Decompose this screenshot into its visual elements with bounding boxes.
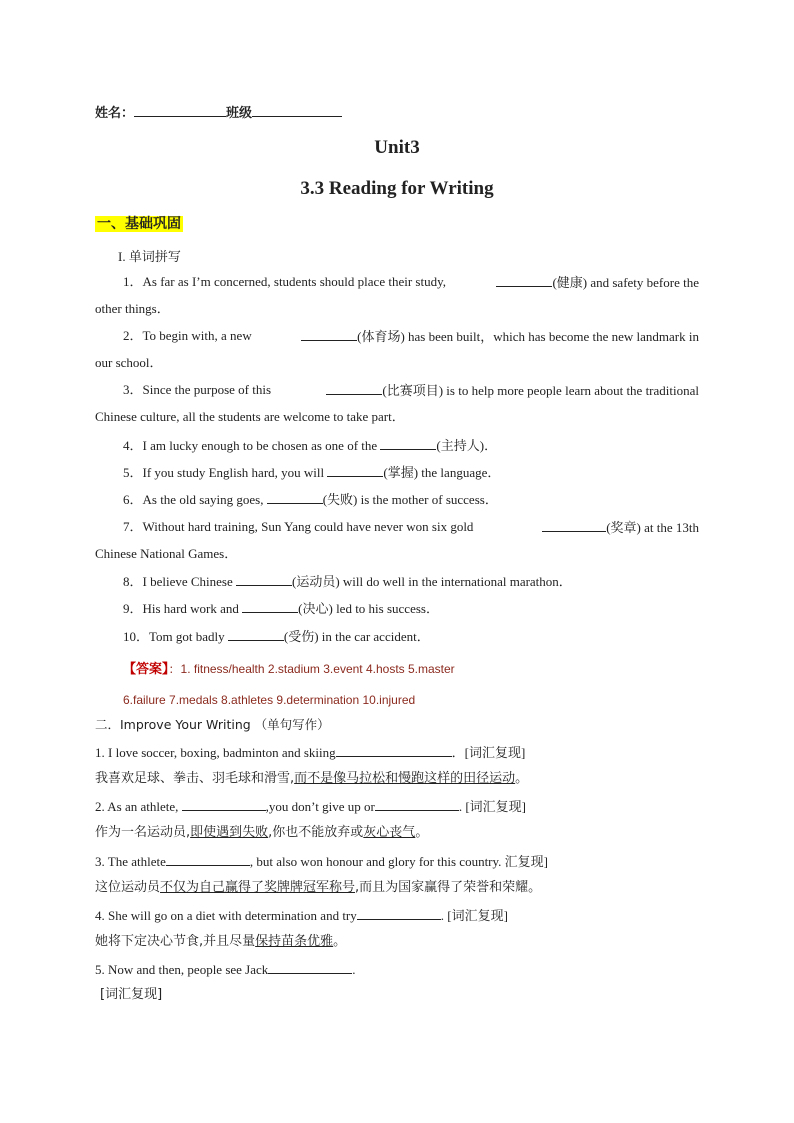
translation-text: 我喜欢足球、拳击、羽毛球和滑雪,: [95, 771, 295, 786]
question-text: 2．To begin with, a new: [123, 328, 252, 343]
sentence-tag: . [词汇复现]: [458, 799, 526, 814]
translation-target: 即使遇到失败: [190, 825, 269, 840]
lesson-title: 3.3 Reading for Writing: [300, 178, 494, 199]
answer-blank[interactable]: [268, 961, 352, 974]
question-text: 9．His hard work and: [123, 601, 239, 616]
question-text: 1．As far as I’m concerned, students should place their study,: [123, 274, 446, 289]
question-hint: (受伤) in the car accident．: [283, 629, 430, 644]
answer-blank[interactable]: [166, 853, 250, 866]
answer-blank[interactable]: [327, 464, 383, 477]
question-2: [123, 328, 699, 345]
sentence-4: [95, 907, 699, 924]
sentence-end: .: [352, 962, 356, 977]
sentence-tag: ．[词汇复现]: [451, 745, 526, 760]
question-hint: (失败) is the mother of success．: [322, 492, 498, 507]
question-1-cont: other things．: [95, 301, 170, 316]
question-hint: (比赛项目) is to help more people learn about the traditional: [382, 383, 699, 398]
translation-text: 作为一名运动员,: [95, 825, 191, 840]
translation-target: 不仅为自己赢得了奖牌牌冠军称号: [160, 880, 356, 895]
answer-blank[interactable]: [242, 600, 298, 613]
sentence-text: 3. The athlete: [95, 854, 166, 869]
class-label: 班级: [226, 106, 253, 121]
sentence-2: [95, 798, 699, 815]
translation-target: 保持苗条优雅: [255, 934, 334, 949]
answer-blank[interactable]: [326, 382, 382, 395]
answer-blank[interactable]: [236, 573, 292, 586]
name-label: 姓名：: [95, 106, 135, 121]
section1-heading: 一、基础巩固: [97, 216, 181, 232]
translation-target: 灰心丧气: [363, 825, 416, 840]
question-hint: (体育场) has been built，which has become the new landmark in: [357, 329, 699, 344]
sentence-3: [95, 853, 699, 870]
translation-end: ,而且为国家赢得了荣誉和荣耀。: [355, 880, 542, 895]
question-text: 3．Since the purpose of this: [123, 382, 272, 397]
question-text: 8．I believe Chinese: [123, 574, 233, 589]
question-hint: (掌握) the language．: [383, 465, 501, 480]
question-9: [123, 600, 699, 617]
question-7: [123, 519, 699, 536]
answer-blank[interactable]: [542, 519, 606, 532]
answer-blank[interactable]: [380, 437, 436, 450]
answer-blank[interactable]: [375, 798, 459, 811]
question-8: [123, 573, 699, 590]
sentence-5: [95, 961, 699, 978]
question-10: [123, 628, 699, 645]
sentence-text: 5. Now and then, people see Jack: [95, 962, 269, 977]
question-3: [123, 382, 699, 399]
question-hint: (主持人)．: [436, 438, 498, 453]
sentence-1: [95, 744, 699, 761]
question-1: [123, 274, 699, 291]
sentence-text: 1. I love soccer, boxing, badminton and skiing: [95, 745, 336, 760]
question-text: 10．Tom got badly: [123, 629, 225, 644]
student-info-line: [95, 104, 699, 122]
question-text: 7．Without hard training, Sun Yang could have never won six gold: [123, 519, 474, 534]
translation-end: 。: [333, 934, 347, 949]
question-6: [123, 491, 699, 508]
question-4: [123, 437, 699, 454]
question-hint: (健康) and safety before the: [552, 275, 699, 290]
sentence-4-translation: [95, 934, 699, 950]
answer-blank[interactable]: [301, 328, 357, 341]
sentence-3-translation: [95, 880, 699, 896]
translation-text: ,你也不能放弃或: [268, 825, 364, 840]
answer-blank[interactable]: [357, 907, 441, 920]
answer-blank[interactable]: [228, 628, 284, 641]
sentence-5-tag: [词汇复现]: [100, 987, 163, 1002]
sentence-tag: . [词汇复现]: [440, 908, 508, 923]
class-blank[interactable]: [252, 104, 342, 117]
question-hint: (运动员) will do well in the international marathon．: [292, 574, 572, 589]
section2-heading: 二．Improve Your Writing （单句写作）: [95, 717, 330, 732]
question-text: 6．As the old saying goes,: [123, 492, 264, 507]
answer-values: ：1. fitness/health 2.stadium 3.event 4.hosts 5.master: [168, 662, 455, 676]
sentence-text: , but also won honour and glory for this country. 汇复现]: [249, 854, 548, 869]
translation-target: 而不是像马拉松和慢跑这样的田径运动: [294, 771, 516, 786]
answer-label: 【答案】: [123, 662, 169, 677]
translation-end: 。: [515, 771, 529, 786]
answer-blank[interactable]: [496, 274, 552, 287]
question-hint: (奖章) at the 13th: [606, 520, 699, 535]
sentence-1-translation: [95, 771, 699, 787]
question-text: 4．I am lucky enough to be chosen as one of the: [123, 438, 378, 453]
sentence-2-translation: [95, 825, 699, 841]
sentence-text: 4. She will go on a diet with determination and try: [95, 908, 357, 923]
answer-key-line-1: [123, 661, 699, 678]
answer-blank[interactable]: [267, 491, 323, 504]
unit-title: Unit3: [374, 137, 420, 158]
answer-key-line-2: 6.failure 7.medals 8.athletes 9.determination 10.injured: [123, 693, 416, 707]
translation-end: 。: [415, 825, 429, 840]
question-3-cont: Chinese culture, all the students are welcome to take part．: [95, 409, 405, 424]
section1-subheading: I. 单词拼写: [118, 249, 181, 264]
translation-text: 她将下定决心节食,并且尽量: [95, 934, 256, 949]
answer-blank[interactable]: [182, 798, 266, 811]
sentence-text: ,you don’t give up or: [265, 799, 375, 814]
question-2-cont: our school．: [95, 355, 163, 370]
answer-blank[interactable]: [336, 744, 452, 757]
question-text: 5．If you study English hard, you will: [123, 465, 325, 480]
question-7-cont: Chinese National Games．: [95, 546, 238, 561]
sentence-text: 2. As an athlete,: [95, 799, 179, 814]
question-hint: (决心) led to his success．: [298, 601, 439, 616]
name-blank[interactable]: [134, 104, 226, 117]
translation-text: 这位运动员: [95, 880, 161, 895]
question-5: [123, 464, 699, 481]
